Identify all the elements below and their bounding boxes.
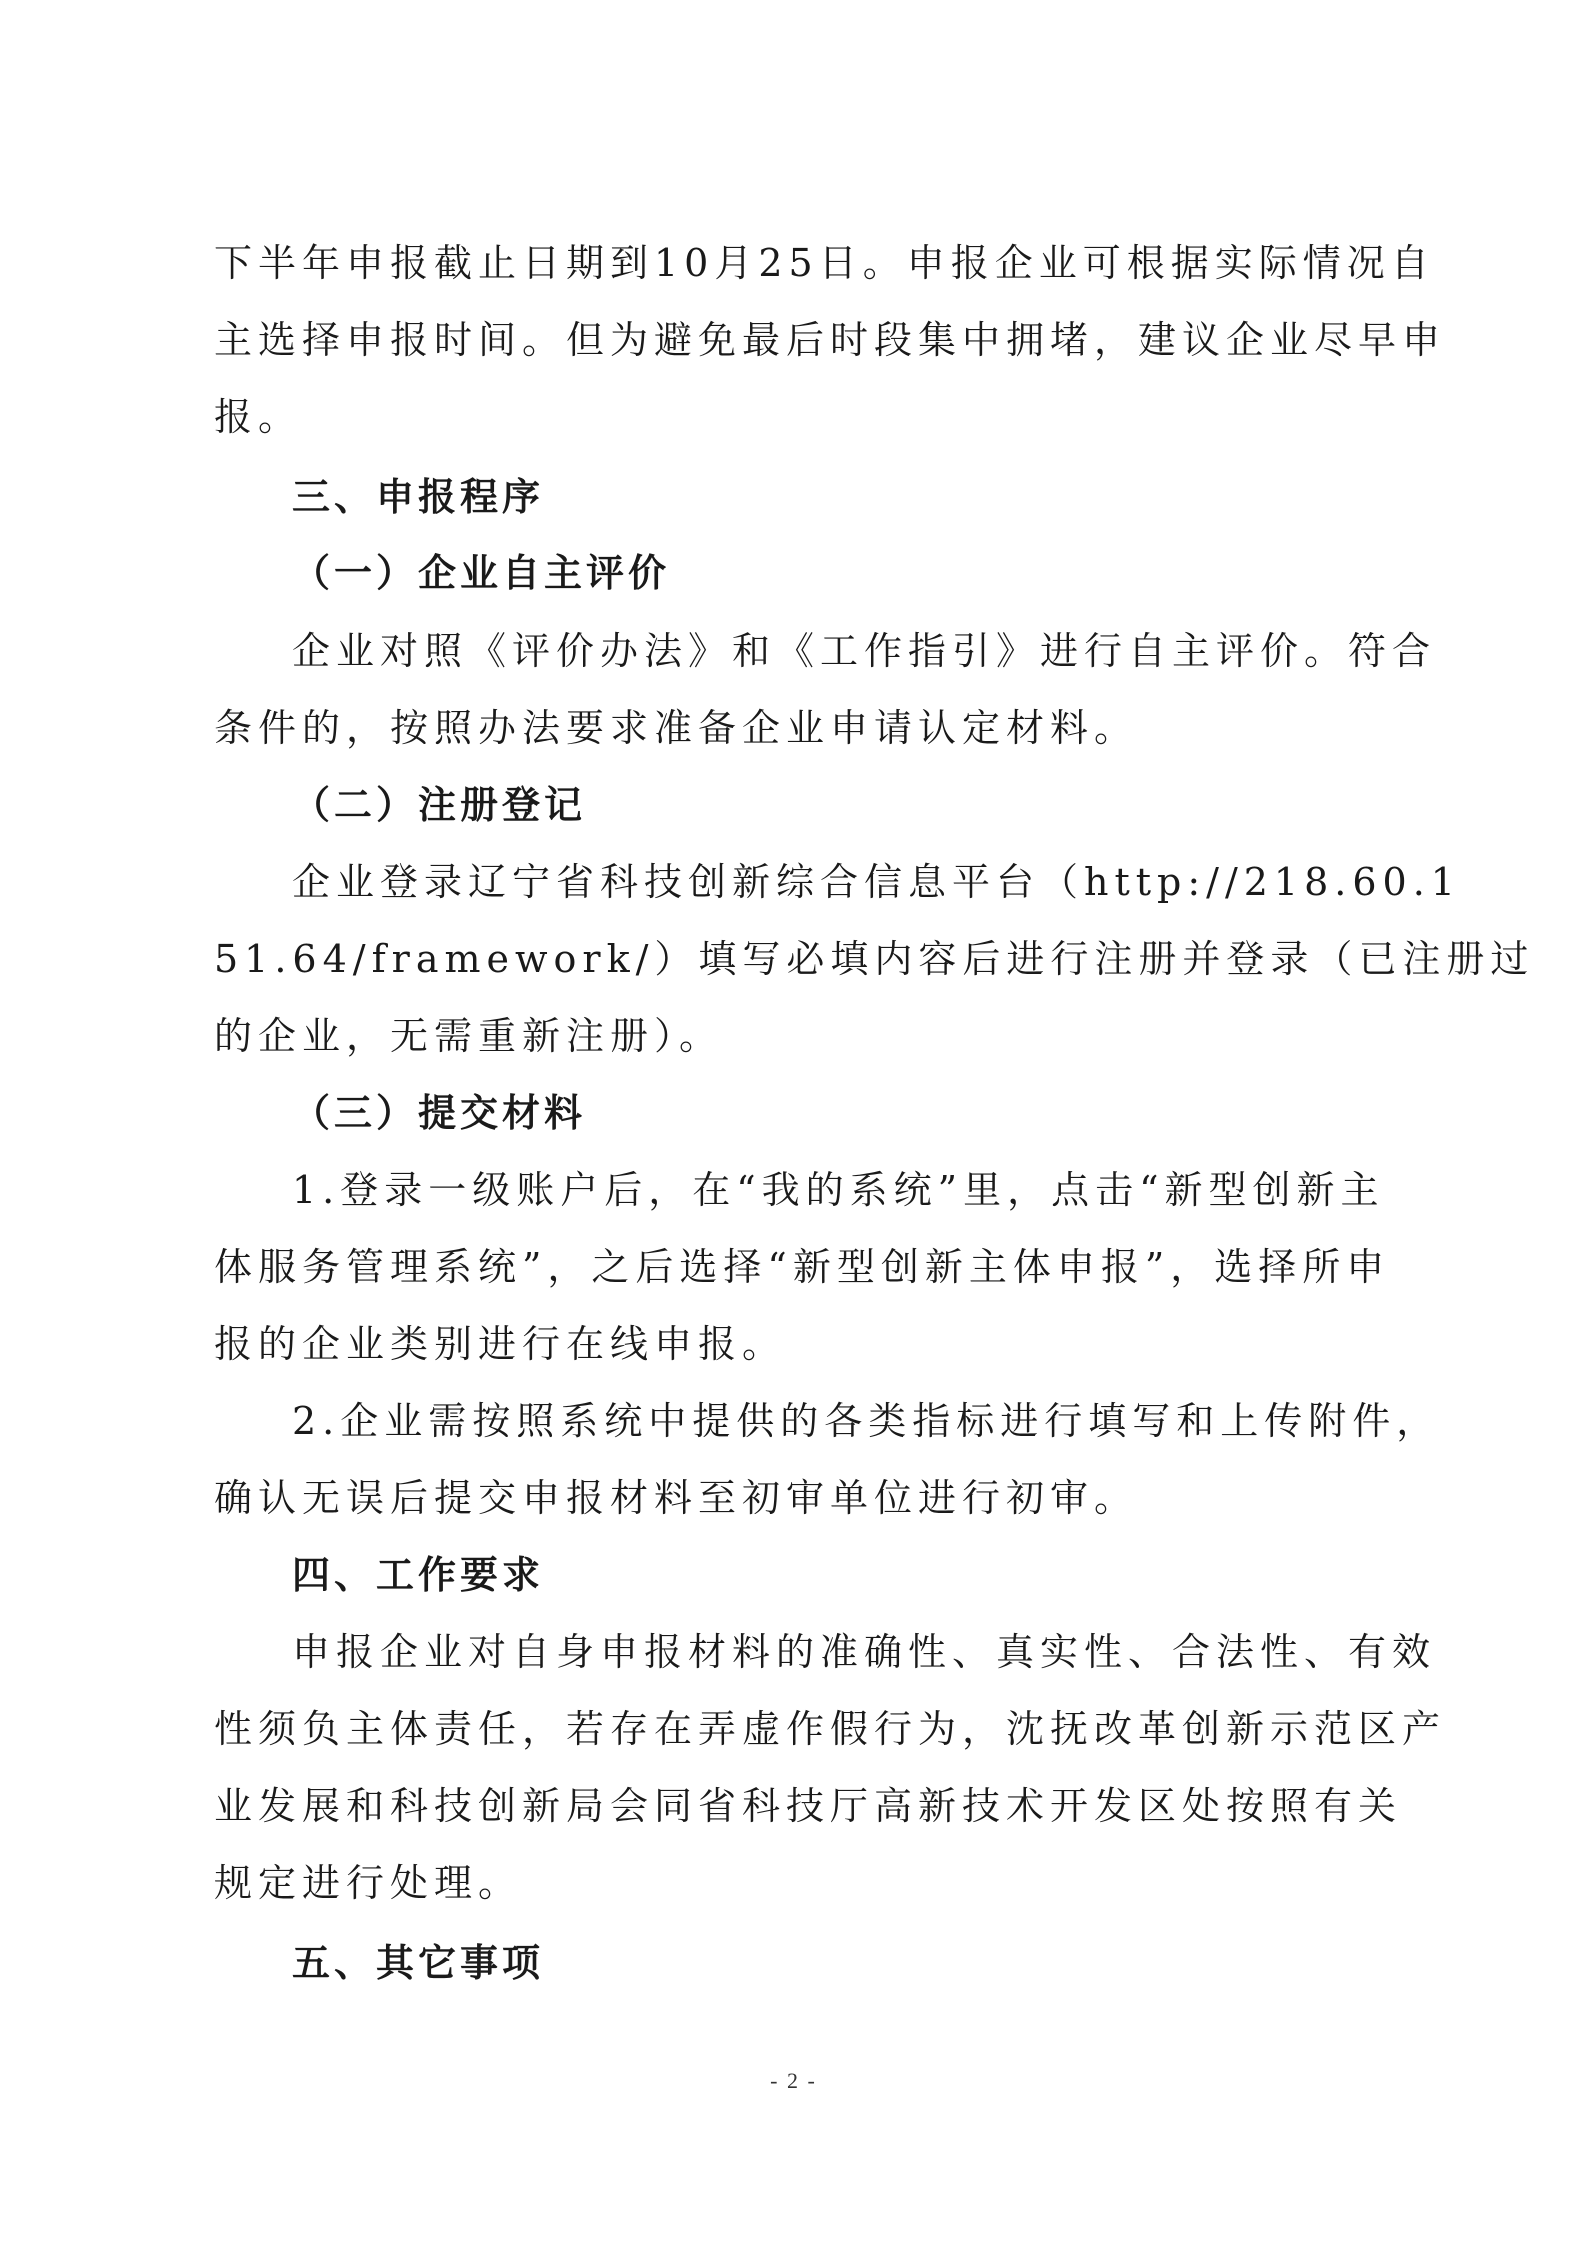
body-line: 51.64/framework/）填写必填内容后进行注册并登录（已注册过 bbox=[214, 937, 1535, 981]
body-line: 下半年申报截止日期到10月25日。申报企业可根据实际情况自 bbox=[214, 241, 1435, 285]
body-line: 的企业，无需重新注册）。 bbox=[214, 1014, 724, 1058]
body-line: 报的企业类别进行在线申报。 bbox=[214, 1322, 787, 1366]
subsection-heading-registration: （二）注册登记 bbox=[292, 783, 587, 827]
body-line: 条件的，按照办法要求准备企业申请认定材料。 bbox=[214, 706, 1139, 750]
body-line: 报。 bbox=[214, 395, 303, 439]
body-line: 性须负主体责任，若存在弄虚作假行为，沈抚改革创新示范区产 bbox=[214, 1707, 1447, 1751]
body-line: 企业对照《评价办法》和《工作指引》进行自主评价。符合 bbox=[292, 629, 1437, 673]
section-heading-procedure: 三、申报程序 bbox=[292, 475, 545, 519]
body-line: 企业登录辽宁省科技创新综合信息平台（http://218.60.1 bbox=[292, 860, 1461, 904]
section-heading-work-requirements: 四、工作要求 bbox=[292, 1553, 545, 1597]
subsection-heading-submit-materials: （三）提交材料 bbox=[292, 1091, 587, 1135]
body-line: 2.企业需按照系统中提供的各类指标进行填写和上传附件， bbox=[292, 1399, 1441, 1443]
body-line: 规定进行处理。 bbox=[214, 1861, 523, 1905]
page-number: - 2 - bbox=[770, 2068, 817, 2093]
body-line: 申报企业对自身申报材料的准确性、真实性、合法性、有效 bbox=[292, 1630, 1437, 1674]
body-line: 主选择申报时间。但为避免最后时段集中拥堵，建议企业尽早申 bbox=[214, 318, 1447, 362]
body-line: 确认无误后提交申报材料至初审单位进行初审。 bbox=[214, 1476, 1139, 1520]
body-line: 1.登录一级账户后，在“我的系统”里，点击“新型创新主 bbox=[292, 1168, 1385, 1212]
body-line: 业发展和科技创新局会同省科技厅高新技术开发区处按照有关 bbox=[214, 1784, 1403, 1828]
section-heading-other-matters: 五、其它事项 bbox=[292, 1941, 545, 1985]
body-line: 体服务管理系统”，之后选择“新型创新主体申报”，选择所申 bbox=[214, 1245, 1391, 1289]
subsection-heading-self-evaluation: （一）企业自主评价 bbox=[292, 551, 671, 595]
